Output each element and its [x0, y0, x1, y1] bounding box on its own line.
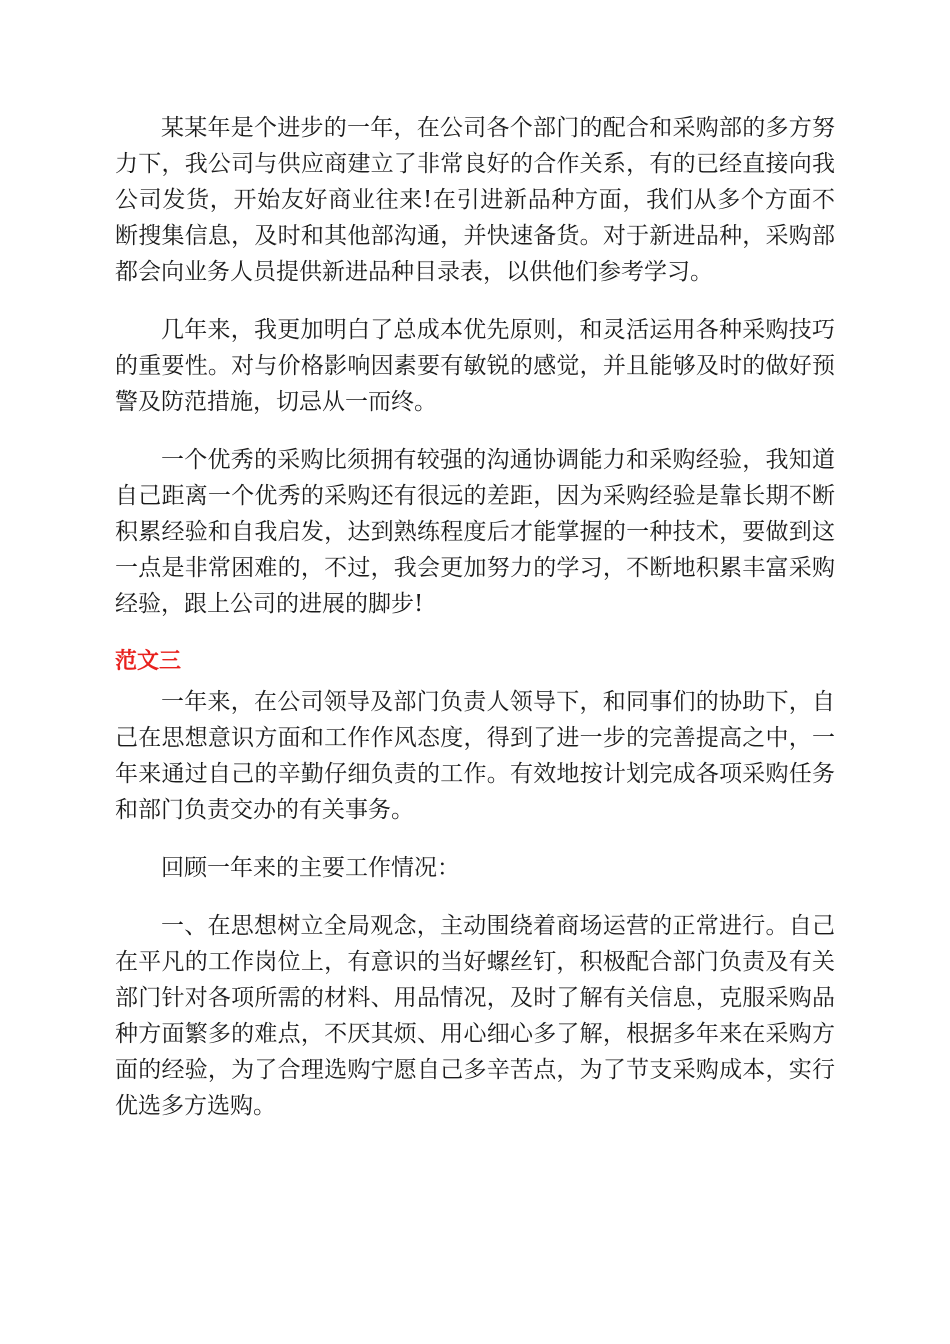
- paragraph-4: 一年来，在公司领导及部门负责人领导下，和同事们的协助下，自己在思想意识方面和工作作风态度，得到了进一步的完善提高之中，一年来通过自己的辛勤仔细负责的工作。有效地按计划完成各项采购任务和部门负责交办的有关事务。: [115, 689, 835, 823]
- paragraph-2: 几年来，我更加明白了总成本优先原则，和灵活运用各种采购技巧的重要性。对与价格影响因素要有敏锐的感觉，并且能够及时的做好预警及防范措施，切忌从一而终。: [115, 317, 835, 415]
- paragraph-5: 回顾一年来的主要工作情况：: [161, 855, 460, 881]
- section-heading: 范文三: [115, 649, 182, 674]
- document-body: [115, 110, 835, 1146]
- paragraph-1: 某某年是个进步的一年，在公司各个部门的配合和采购部的多方努力下，我公司与供应商建立了非常良好的合作关系，有的已经直接向我公司发货，开始友好商业往来!在引进新品种方面，我们从多个方面不断搜集信息，及时和其他部沟通，并快速备货。对于新进品种，采购部都会向业务人员提供新进品种目录表，以供他们参考学习。: [115, 115, 835, 285]
- paragraph-3: 一个优秀的采购比须拥有较强的沟通协调能力和采购经验，我知道自己距离一个优秀的采购还有很远的差距，因为采购经验是靠长期不断积累经验和自我启发，达到熟练程度后才能掌握的一种技术，要做到这一点是非常困难的，不过，我会更加努力的学习，不断地积累丰富采购经验，跟上公司的进展的脚步!: [115, 447, 835, 617]
- paragraph-6: 一、在思想树立全局观念，主动围绕着商场运营的正常进行。自己在平凡的工作岗位上，有意识的当好螺丝钉，积极配合部门负责及有关部门针对各项所需的材料、用品情况，及时了解有关信息，克服采购品种方面繁多的难点，不厌其烦、用心细心多了解，根据多年来在采购方面的经验，为了合理选购宁愿自己多辛苦点，为了节支采购成本，实行优选多方选购。: [115, 913, 835, 1119]
